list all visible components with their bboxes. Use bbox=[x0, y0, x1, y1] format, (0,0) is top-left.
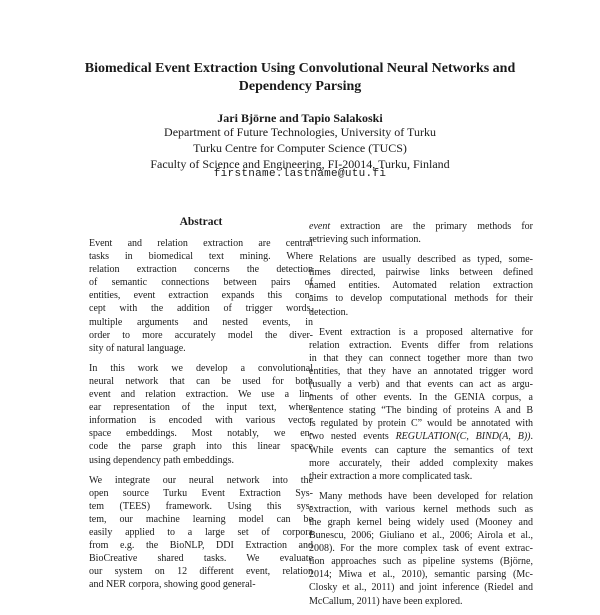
text-line: more accurately, their added complexity makes bbox=[309, 457, 533, 469]
text-line: BioCreative shared tasks. We evaluate bbox=[89, 553, 313, 565]
text-line: tion approaches such as pipeline systems (Björne, bbox=[309, 556, 533, 568]
text-line: sentence stating “The binding of proteins A and B bbox=[309, 405, 533, 417]
author-names: Jari Björne and Tapio Salakoski bbox=[217, 111, 383, 125]
text-line: tem (TEES) framework. Using this sys- bbox=[89, 500, 313, 512]
title-line: Dependency Parsing bbox=[238, 79, 362, 94]
text-line: easily applied to a large set of corpora bbox=[89, 526, 313, 538]
title-line: Biomedical Event Extraction Using Convolutional Neural Networks and bbox=[84, 61, 516, 76]
text-line: tasks in biomedical text mining. Where bbox=[89, 251, 313, 263]
text-line: McCallum, 2011) have been explored. bbox=[309, 595, 463, 607]
body-column bbox=[309, 220, 533, 615]
text-line: relation extraction concerns the detection bbox=[89, 264, 313, 276]
text-line: using dependency path embeddings. bbox=[89, 454, 234, 466]
text-line bbox=[309, 220, 533, 233]
paper-title bbox=[40, 60, 560, 96]
text-line: In this work we develop a convolutional bbox=[89, 362, 313, 374]
text-line: tem, our machine learning model can be bbox=[89, 513, 313, 525]
text-line: neural network that can be used for both bbox=[89, 375, 313, 387]
text-line: ear representation of the input text, where bbox=[89, 402, 313, 414]
text-line: named entities. Automated relation extraction bbox=[309, 280, 533, 292]
affiliation-line: Department of Future Technologies, University of Turku bbox=[164, 125, 436, 139]
body-paragraph bbox=[309, 253, 533, 318]
text-line: sity of natural language. bbox=[89, 342, 186, 354]
text-line: Relations are usually described as typed, some- bbox=[319, 254, 533, 266]
text-line: times directed, pairwise links between defined bbox=[309, 267, 533, 279]
text-line: Event extraction is a proposed alternative for bbox=[319, 326, 533, 338]
text-line: Many methods have been developed for relation bbox=[319, 490, 533, 502]
text-line: open source Turku Event Extraction Sys- bbox=[89, 487, 313, 499]
body-paragraph bbox=[309, 490, 533, 608]
text-line: and NER corpora, showing good general- bbox=[89, 579, 256, 591]
italic-formula: REGULATION(C, BIND(A, B)) bbox=[395, 431, 531, 443]
text-line: their extraction a more complicated task. bbox=[309, 470, 473, 482]
text-line: 2008). For the more complex task of event extrac- bbox=[309, 543, 533, 555]
text-line: multiple arguments and nested events, in bbox=[89, 316, 313, 328]
text-line: Bunescu, 2006; Giuliano et al., 2006; Airola et al., bbox=[309, 530, 533, 542]
text-run: . bbox=[530, 431, 534, 443]
italic-term: event bbox=[309, 221, 331, 232]
text-line: retrieving such information. bbox=[309, 234, 421, 246]
text-line: from e.g. the BioNLP, DDI Extraction and bbox=[89, 540, 313, 552]
text-line: entities, event extraction expands this con- bbox=[89, 290, 313, 302]
body-paragraph bbox=[309, 220, 533, 246]
text-line: aims to develop computational methods for their bbox=[309, 293, 533, 305]
abstract-paragraph bbox=[89, 362, 313, 467]
text-line: 2014; Miwa et al., 2010), semantic parsing (Mc- bbox=[309, 569, 533, 581]
text-line bbox=[309, 430, 533, 443]
abstract-paragraph bbox=[89, 474, 313, 592]
text-line: event and relation extraction. We use a lin- bbox=[89, 389, 313, 401]
text-line: relation extraction. Events differ from relations bbox=[309, 339, 533, 351]
abstract-paragraph bbox=[89, 237, 313, 355]
text-line: in that they can connect together more than two bbox=[309, 352, 533, 364]
abstract-heading: Abstract bbox=[179, 216, 223, 228]
text-line: Closky et al., 2011) and joint inference (Riedel and bbox=[309, 582, 533, 594]
text-line: detection. bbox=[309, 306, 349, 318]
author-email: firstname.lastname@utu.fi bbox=[213, 168, 387, 180]
text-run: two nested events bbox=[309, 431, 396, 443]
text-line: entities, that they have an annotated trigger word bbox=[309, 365, 533, 377]
text-line: of semantic connections between pairs of bbox=[89, 277, 313, 289]
text-line: information is encoded with various vector bbox=[89, 415, 313, 427]
text-line: (usually a verb) and that events can act as argu- bbox=[309, 379, 533, 391]
text-line: While events can capture the semantics of text bbox=[309, 444, 533, 456]
body-paragraph bbox=[309, 326, 533, 483]
text-line: is regulated by protein C” would be annotated with bbox=[309, 418, 533, 430]
text-line: order to more accurately model the diver- bbox=[89, 329, 313, 341]
abstract-column bbox=[89, 215, 313, 598]
text-line: We integrate our neural network into the bbox=[89, 474, 313, 486]
text-line: the graph kernel being widely used (Mooney and bbox=[309, 516, 533, 528]
text-line: cept with the addition of trigger words, bbox=[89, 303, 313, 315]
affiliation-line: Turku Centre for Computer Science (TUCS) bbox=[193, 141, 407, 155]
text-line: our system on 12 different event, relation bbox=[89, 566, 313, 578]
affiliations bbox=[40, 124, 560, 172]
text-line: space embeddings. Most notably, we en- bbox=[89, 428, 313, 440]
affiliation-line: Faculty of Science and Engineering, FI-20014, Turku, Finland bbox=[150, 157, 450, 171]
text-line: extraction, with various kernel methods such as bbox=[309, 503, 533, 515]
text-line: Event and relation extraction are central bbox=[89, 238, 313, 249]
text-line: code the parse graph into this linear space bbox=[89, 441, 313, 453]
text-run: extraction are the primary methods for bbox=[330, 221, 533, 232]
text-line: ments of other events. In the GENIA corpus, a bbox=[309, 392, 533, 404]
